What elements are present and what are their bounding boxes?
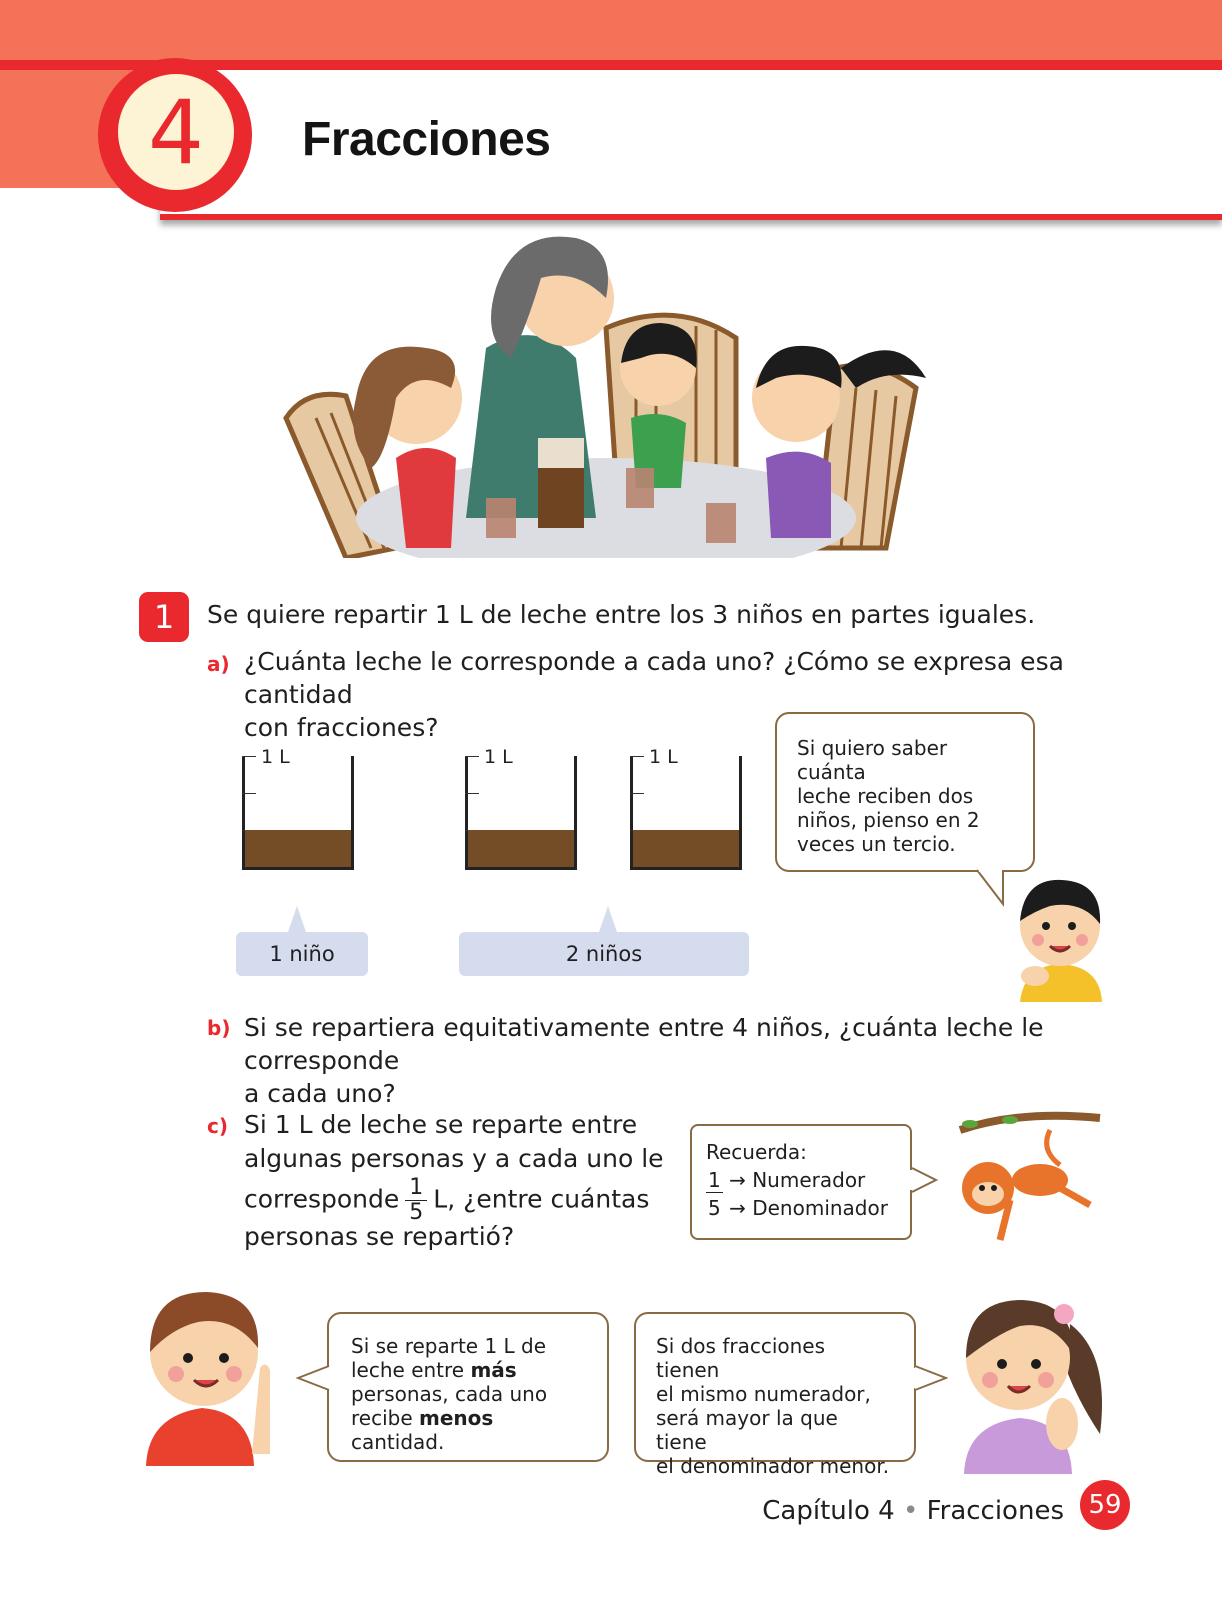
part-c-line-3a: corresponde xyxy=(244,1184,400,1214)
bubble-boy-bold: menos xyxy=(419,1406,494,1430)
beaker-3 xyxy=(630,746,742,870)
part-b-line-2: a cada uno? xyxy=(244,1079,396,1108)
bubble-boy-bold: más xyxy=(470,1358,517,1382)
arrow-right-icon: → xyxy=(729,1196,746,1220)
tag-two-children-label: 2 niños xyxy=(565,942,643,966)
bubble-girl-line: el denominador menor. xyxy=(656,1454,890,1478)
page-title: Fracciones xyxy=(302,113,551,166)
bubble-girl-line: será mayor la que tiene xyxy=(656,1406,838,1454)
part-c-line-2: algunas personas y a cada uno le xyxy=(244,1144,664,1173)
beaker-capacity-label: 1 L xyxy=(649,746,678,768)
bubble-top-line: leche reciben dos xyxy=(797,784,974,808)
bubble-top-line: Si quiero saber cuánta xyxy=(797,736,948,784)
question-text: Se quiere repartir 1 L de leche entre los 3 niños en partes iguales. xyxy=(207,600,1036,629)
arrow-right-icon: → xyxy=(729,1168,746,1192)
part-b-text xyxy=(244,1011,1124,1110)
tag-one-child-label: 1 niño xyxy=(269,942,335,966)
beaker-tick xyxy=(630,756,644,757)
page-number: 59 xyxy=(1080,1480,1130,1530)
milk-fill xyxy=(633,830,739,867)
recuerda-denominator-row xyxy=(706,1194,896,1222)
fraction-numerator: 1 xyxy=(405,1176,427,1201)
part-c-line-4: personas se repartió? xyxy=(244,1222,515,1251)
speech-bubble-boy-tail xyxy=(296,1364,330,1394)
part-a-line-2: con fracciones? xyxy=(244,713,439,742)
chapter-number: 4 xyxy=(118,74,234,190)
speech-bubble-girl-tail xyxy=(914,1364,948,1394)
tag-pointer xyxy=(599,906,617,932)
header-top-band xyxy=(0,0,1222,60)
bubble-girl-line: el mismo numerador, xyxy=(656,1382,871,1406)
footer-chapter: Capítulo 4 xyxy=(762,1496,895,1526)
speech-bubble-tail xyxy=(975,868,1015,908)
bubble-top-line: veces un tercio. xyxy=(797,832,956,856)
bubble-boy-line: personas, cada uno xyxy=(351,1382,548,1406)
bubble-boy-text: leche entre xyxy=(351,1358,471,1382)
beaker-tick xyxy=(242,793,256,794)
fraction-denominator: 5 xyxy=(409,1200,424,1225)
bubble-girl-line: Si dos fracciones tienen xyxy=(656,1334,826,1382)
bubble-boy-line: Si se reparte 1 L de xyxy=(351,1334,547,1358)
beaker-capacity-label: 1 L xyxy=(484,746,513,768)
girl-illustration xyxy=(950,1284,1110,1474)
bubble-boy-text: cantidad. xyxy=(351,1430,445,1454)
part-b-line-1: Si se repartiera equitativamente entre 4 niños, ¿cuánta leche le corresponde xyxy=(244,1013,1044,1075)
monkey-illustration xyxy=(930,1110,1110,1260)
recuerda-denominator-label: Denominador xyxy=(752,1196,888,1220)
tag-one-child xyxy=(236,932,368,976)
part-c-line-1: Si 1 L de leche se reparte entre xyxy=(244,1110,638,1139)
part-c-label: c) xyxy=(207,1114,228,1138)
question-number-badge: 1 xyxy=(139,592,189,642)
beaker-capacity-label: 1 L xyxy=(261,746,290,768)
page-footer xyxy=(762,1496,1064,1526)
speech-bubble-top xyxy=(775,712,1035,872)
bubble-boy-line xyxy=(351,1406,585,1454)
speech-bubble-boy xyxy=(327,1312,609,1462)
bubble-boy-text: recibe xyxy=(351,1406,419,1430)
part-c-line-3b: L, ¿entre cuántas xyxy=(433,1184,650,1214)
beaker-tick xyxy=(465,756,479,757)
beaker-1 xyxy=(242,746,354,870)
family-table-illustration xyxy=(276,218,936,558)
beaker-tick xyxy=(630,793,644,794)
milk-fill xyxy=(245,830,351,867)
recuerda-numerator: 1 xyxy=(708,1168,721,1192)
milk-fill xyxy=(468,830,574,867)
bubble-top-line: niños, pienso en 2 xyxy=(797,808,980,832)
recuerda-numerator-label: Numerador xyxy=(752,1168,866,1192)
recuerda-box xyxy=(690,1124,912,1240)
bubble-boy-line xyxy=(351,1358,585,1382)
part-b-label: b) xyxy=(207,1016,231,1040)
part-c-line-3 xyxy=(244,1175,664,1225)
beaker-tick xyxy=(242,756,256,757)
beaker-tick xyxy=(465,793,479,794)
boy-pointing-illustration xyxy=(142,1276,282,1466)
recuerda-title: Recuerda: xyxy=(706,1140,807,1164)
part-a-line-1: ¿Cuánta leche le corresponde a cada uno? ¿Cómo se expresa esa cantidad xyxy=(244,647,1064,709)
speech-bubble-girl xyxy=(634,1312,916,1478)
footer-separator: • xyxy=(902,1496,919,1526)
part-c-text xyxy=(244,1108,664,1254)
footer-section: Fracciones xyxy=(926,1496,1064,1526)
boy-thinking-illustration xyxy=(1010,866,1110,1002)
recuerda-denominator: 5 xyxy=(708,1196,721,1220)
part-a-label: a) xyxy=(207,652,230,676)
recuerda-numerator-row xyxy=(706,1166,896,1194)
tag-two-children xyxy=(459,932,749,976)
tag-pointer xyxy=(288,906,306,932)
beaker-2 xyxy=(465,746,577,870)
fraction-one-fifth xyxy=(405,1176,427,1225)
